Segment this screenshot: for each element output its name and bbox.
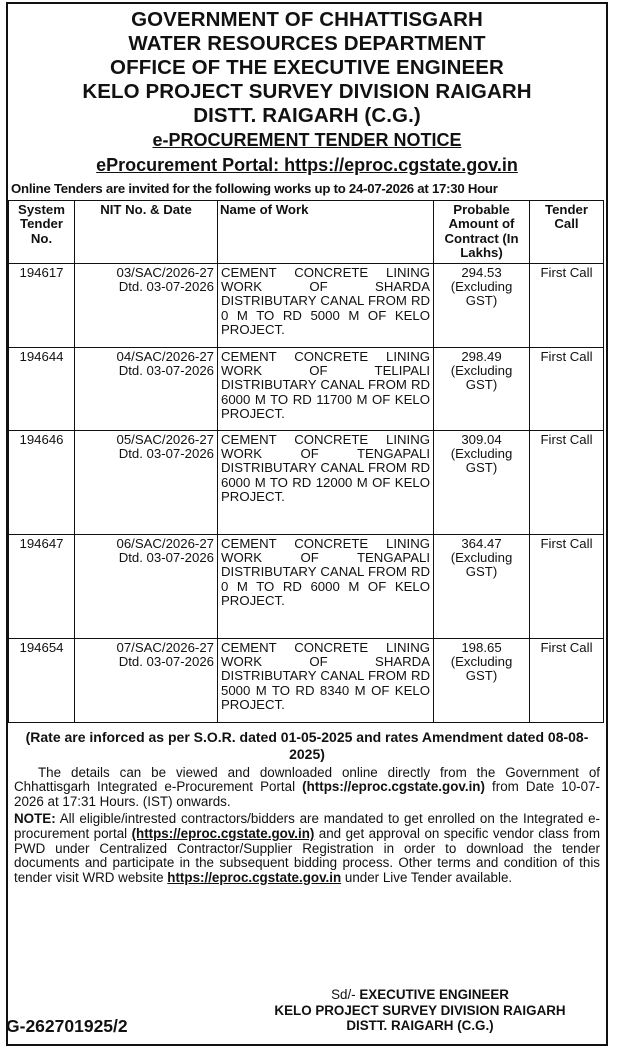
tender-call-cell: First Call — [530, 638, 604, 722]
nit-no: 05/SAC/2026-27 — [116, 431, 214, 447]
nit-date: Dtd. 03-07-2026 — [118, 654, 214, 670]
note-label: NOTE: — [14, 811, 56, 827]
amount-cell — [434, 534, 530, 638]
nit-no: 03/SAC/2026-27 — [116, 264, 214, 280]
table-row — [9, 534, 604, 638]
tender-call-cell: First Call — [530, 534, 604, 638]
amount-cell — [434, 263, 530, 347]
amount-cell — [434, 638, 530, 722]
amount-cell — [434, 430, 530, 534]
table-row — [9, 430, 604, 534]
signature-designation-line — [240, 987, 600, 1003]
signature-district: DISTT. RAIGARH (C.G.) — [346, 1018, 494, 1033]
g-number: G-262701925/2 — [6, 1016, 128, 1036]
signature-office: KELO PROJECT SURVEY DIVISION RAIGARH — [274, 1002, 566, 1018]
tender-no-cell: 194617 — [9, 263, 75, 347]
header-office: OFFICE OF THE EXECUTIVE ENGINEER — [110, 56, 504, 79]
work-cell: CEMENT CONCRETE LINING WORK OF SHARDA DISTRIBUTARY CANAL FROM RD 0 M TO RD 5000 M OF KELO PROJECT. — [218, 263, 434, 347]
note-text-2: and get approval on specific vendor class from PWD under Centralized Contractor/Supplier Registration in order to download the tender documents and participate in the subsequent bidding process. Other terms and condition of this tender visit WRD website — [14, 826, 600, 885]
amount-note: (Excluding GST) — [450, 654, 513, 684]
nit-date: Dtd. 03-07-2026 — [118, 279, 214, 295]
details-text: The details can be viewed and downloaded online directly from the Government of Chhattisgarh Integrated e-Procurement Portal — [14, 764, 600, 795]
nit-date: Dtd. 03-07-2026 — [118, 363, 214, 379]
col-header-name-of-work: Name of Work — [218, 201, 434, 264]
tender-call-cell: First Call — [530, 347, 604, 430]
header-government: GOVERNMENT OF CHHATTISGARH — [131, 8, 483, 31]
work-cell: CEMENT CONCRETE LINING WORK OF TENGAPALI DISTRIBUTARY CANAL FROM RD 6000 M TO RD 12000 M OF KELO PROJECT. — [218, 430, 434, 534]
table-row — [9, 347, 604, 430]
nit-date: Dtd. 03-07-2026 — [118, 446, 214, 462]
signature-block — [240, 987, 600, 1034]
note-paragraph — [8, 812, 606, 885]
table-row — [9, 638, 604, 722]
amount-value: 294.53 — [461, 264, 502, 280]
amount-note: (Excluding GST) — [450, 279, 513, 309]
header-division: KELO PROJECT SURVEY DIVISION RAIGARH — [82, 80, 532, 103]
nit-cell — [75, 347, 218, 430]
details-paragraph — [8, 766, 606, 810]
nit-cell — [75, 534, 218, 638]
work-cell: CEMENT CONCRETE LINING WORK OF SHARDA DISTRIBUTARY CANAL FROM RD 5000 M TO RD 8340 M OF KELO PROJECT. — [218, 638, 434, 722]
tender-no-cell: 194644 — [9, 347, 75, 430]
tender-table — [8, 200, 604, 723]
invite-text: Online Tenders are invited for the following works up to 24-07-2026 at 17:30 Hour — [11, 181, 498, 196]
tender-no-cell: 194646 — [9, 430, 75, 534]
tender-call-cell: First Call — [530, 263, 604, 347]
nit-no: 06/SAC/2026-27 — [116, 535, 214, 551]
header-department: WATER RESOURCES DEPARTMENT — [128, 32, 486, 55]
details-text-after: from Date 10-07-2026 at 17:31 Hours. (IST) onwards. — [14, 779, 600, 809]
table-header-row — [9, 201, 604, 264]
note-text-1: All eligible/intrested contractors/bidders are mandated to get enrolled on the Integrated e-procurement portal — [14, 811, 600, 841]
notice-title: e-PROCUREMENT TENDER NOTICE — [152, 130, 462, 150]
col-header-nit-no-date: NIT No. & Date — [75, 201, 218, 264]
amount-cell — [434, 347, 530, 430]
col-header-tender-call: Tender Call — [530, 201, 604, 264]
nit-cell — [75, 430, 218, 534]
amount-note: (Excluding GST) — [450, 446, 513, 476]
portal-line[interactable]: eProcurement Portal: https://eproc.cgstate.gov.in — [96, 155, 518, 175]
amount-value: 364.47 — [461, 535, 502, 551]
nit-cell — [75, 263, 218, 347]
nit-date: Dtd. 03-07-2026 — [118, 550, 214, 566]
nit-no: 07/SAC/2026-27 — [116, 639, 214, 655]
tender-no-cell: 194647 — [9, 534, 75, 638]
tender-notice — [6, 2, 608, 1046]
col-header-probable-amount: Probable Amount of Contract (In Lakhs) — [434, 201, 530, 264]
nit-no: 04/SAC/2026-27 — [116, 348, 214, 364]
note-portal-link[interactable]: (https://eproc.cgstate.gov.in) — [131, 826, 315, 841]
header-district: DISTT. RAIGARH (C.G.) — [193, 104, 421, 127]
rate-note: (Rate are inforced as per S.O.R. dated 01-05-2025 and rates Amendment dated 08-08-2025) — [25, 728, 589, 762]
note-website-link[interactable]: https://eproc.cgstate.gov.in — [167, 869, 342, 885]
amount-note: (Excluding GST) — [450, 363, 513, 393]
amount-note: (Excluding GST) — [450, 550, 513, 580]
details-portal-link[interactable]: (https://eproc.cgstate.gov.in) — [302, 779, 485, 795]
work-cell: CEMENT CONCRETE LINING WORK OF TENGAPALI DISTRIBUTARY CANAL FROM RD 0 M TO RD 6000 M OF KELO PROJECT. — [218, 534, 434, 638]
amount-value: 309.04 — [461, 431, 502, 447]
signature-designation: EXECUTIVE ENGINEER — [359, 987, 509, 1002]
work-cell: CEMENT CONCRETE LINING WORK OF TELIPALI DISTRIBUTARY CANAL FROM RD 6000 M TO RD 11700 M OF KELO PROJECT. — [218, 347, 434, 430]
tender-call-cell: First Call — [530, 430, 604, 534]
table-row — [9, 263, 604, 347]
nit-cell — [75, 638, 218, 722]
col-header-system-tender-no: System Tender No. — [9, 201, 75, 264]
amount-value: 198.65 — [461, 639, 502, 655]
signature-sd: Sd/- — [331, 987, 356, 1002]
note-text-3: under Live Tender available. — [341, 869, 513, 885]
tender-no-cell: 194654 — [9, 638, 75, 722]
amount-value: 298.49 — [461, 348, 502, 364]
